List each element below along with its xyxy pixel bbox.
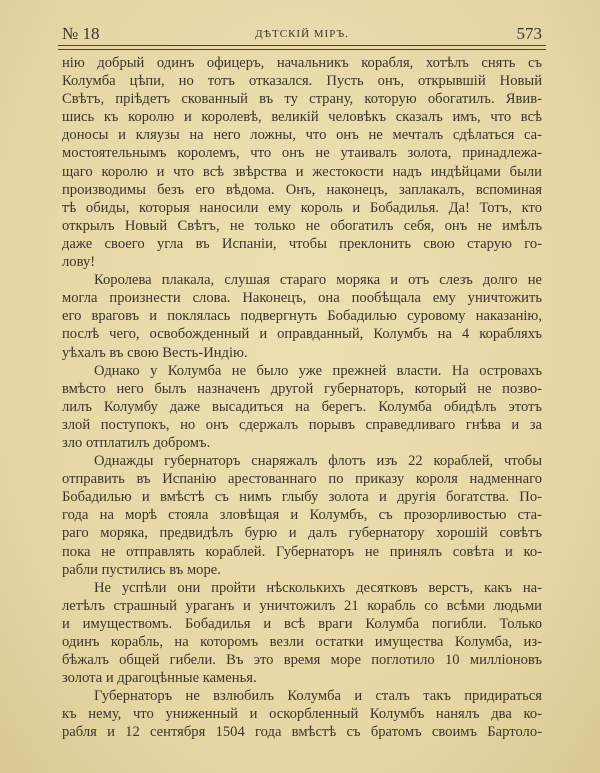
text-line: открылъ Новый Свѣтъ, не только не обогатилъ себя, онъ не имѣлъ: [62, 217, 542, 234]
running-header: [60, 24, 544, 44]
text-line: вмѣсто него былъ назначенъ другой губернаторъ, который не позво-: [62, 380, 542, 397]
text-line: злой поступокъ, но онъ сдержалъ порывъ справедливаго гнѣва и за: [62, 416, 542, 433]
text-line: лилъ Колумбу даже высадиться на берегъ. Колумба обидѣлъ этотъ: [62, 398, 542, 415]
text-line: рабли пустились въ море.: [62, 561, 221, 578]
text-line: Губернаторъ не взлюбилъ Колумба и сталъ такъ придираться: [94, 688, 542, 705]
text-line: Свѣтъ, пріѣдетъ скованный въ ту страну, которую обогатилъ. Явив-: [62, 91, 542, 108]
journal-title: ДѢТСКІЙ МІРЪ.: [255, 28, 349, 40]
text-line: и имуществомъ. Бобадилья и всѣ враги Колумба погибли. Только: [62, 615, 542, 632]
text-line: доносы и кляузы на него ложны, что онъ не мечталъ сдѣлаться са-: [62, 127, 542, 144]
text-line: рабля и 12 сентября 1504 года вмѣстѣ съ братомъ своимъ Бартоло-: [62, 724, 542, 741]
text-line: бѣжалъ общей гибели. Въ это время море поглотило 10 милліоновъ: [62, 652, 542, 669]
text-line: раго моряка, предвидѣлъ бурю и далъ губернатору хорошій совѣтъ: [62, 525, 542, 542]
header-double-rule: [58, 45, 546, 50]
body-text: [62, 54, 542, 742]
text-line: летѣлъ страшный ураганъ и уничтожилъ 21 корабль со всѣми людьми: [62, 597, 542, 614]
text-line: зло отплатилъ добромъ.: [62, 434, 211, 451]
issue-number: № 18: [62, 24, 100, 43]
text-line: даже своего угла въ Испаніи, чтобы преклонить свою старую го-: [62, 235, 542, 252]
text-line: его враговъ и поклялась подвергнуть Бобадилью суровому наказанію,: [62, 308, 542, 325]
text-line: лову!: [62, 254, 96, 271]
text-line: шись къ королю и королевѣ, великій человѣкъ сказалъ имъ, что всѣ: [62, 109, 542, 126]
text-line: Не успѣли они пройти нѣсколькихъ десятковъ верстъ, какъ на-: [94, 579, 542, 596]
text-line: Колумба цѣпи, но тотъ отказался. Пусть онъ, открывшій Новый: [62, 73, 542, 90]
text-line: одинъ корабль, на которомъ везли остатки имущества Колумба, из-: [62, 634, 542, 650]
text-line: могла произнести слова. Наконецъ, она пообѣщала ему уничтожить: [62, 290, 542, 307]
text-line: мостоятельнымъ королемъ, что онъ не утаивалъ золота, принадлежа-: [62, 145, 542, 162]
text-line: Бобадилью и вмѣстѣ съ нимъ глыбу золота и другія богатства. По-: [62, 489, 542, 506]
text-line: пока не отправлять кораблей. Губернаторъ не принялъ совѣта и ко-: [62, 543, 542, 560]
text-line: щаго королю и что всѣ звѣрства и жестокости надъ индѣйцами были: [62, 163, 542, 180]
text-line: Однако у Колумба не было уже прежней власти. На островахъ: [94, 362, 542, 379]
text-line: производимы безъ его вѣдома. Онъ, наконецъ, заплакалъ, вспоминая: [62, 181, 542, 198]
text-line: золота и драгоцѣнные каменья.: [62, 670, 257, 687]
text-line: послѣ чего, освобожденный и оправданный, Колумбъ на 4 корабляхъ: [62, 326, 542, 343]
text-line: тѣ обиды, которыя наносили ему король и Бобадилья. Да! Тотъ, кто: [62, 199, 542, 216]
text-line: года на морѣ стояла зловѣщая и Колумбъ, съ прозорливостью ста-: [62, 507, 542, 524]
text-line: Однажды губернаторъ снаряжалъ флотъ изъ 22 кораблей, чтобы: [94, 453, 542, 470]
text-line: уѣхалъ въ свою Весть-Индію.: [62, 344, 248, 361]
text-line: отправить въ Испанію арестованнаго по приказу короля надменнаго: [62, 471, 542, 488]
text-line: къ нему, что униженный и оскорбленный Колумбъ нанялъ два ко-: [62, 706, 542, 723]
text-line: нію добрый одинъ офицеръ, начальникъ корабля, хотѣлъ снять съ: [62, 55, 542, 71]
text-line: Королева плакала, слушая стараго моряка и отъ слезъ долго не: [94, 272, 542, 289]
page-number: 573: [516, 24, 542, 43]
